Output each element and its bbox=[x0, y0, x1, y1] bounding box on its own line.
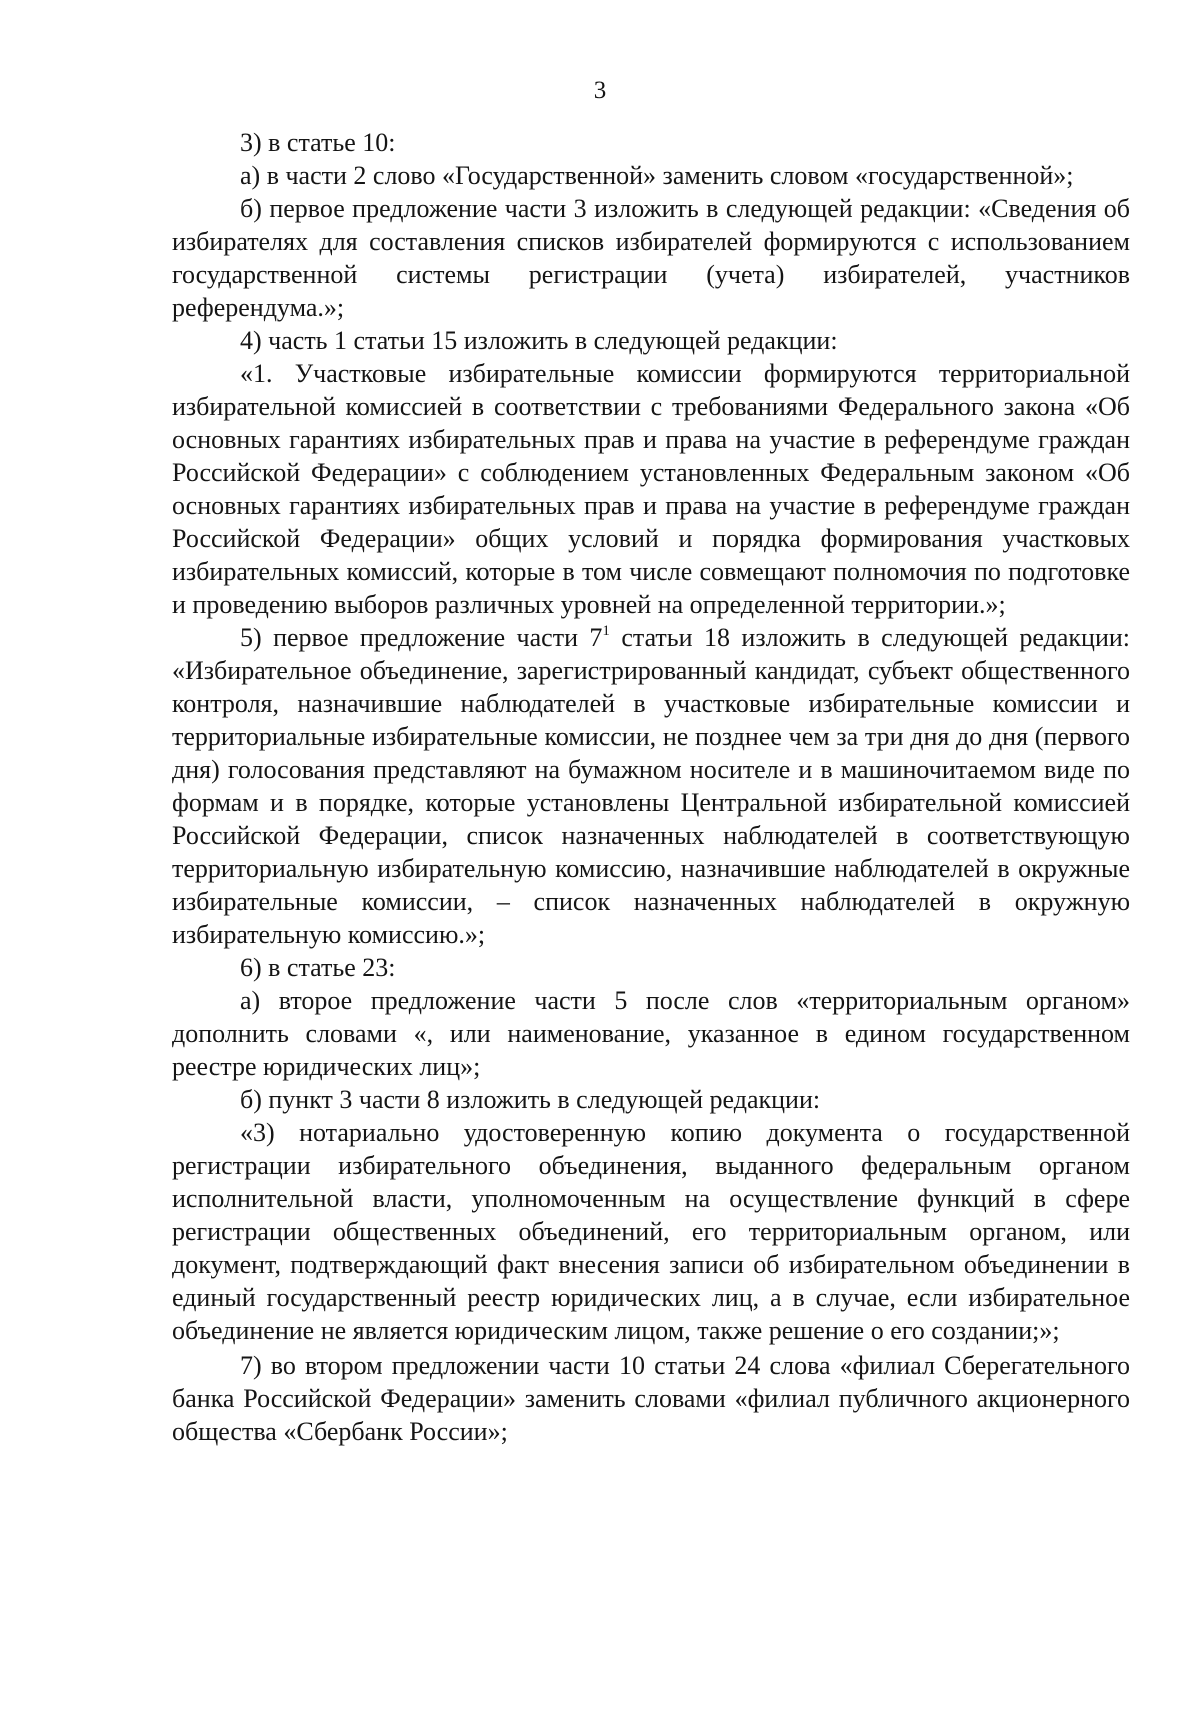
paragraph-23a: а) второе предложение части 5 после слов «территориальным органом» дополнить словами «, или наименование, указанное в едином государственном реестре юридических лиц»; bbox=[172, 986, 1130, 1081]
paragraph-item-5-start: 5) первое предложение части 7 bbox=[240, 623, 603, 652]
paragraph-23b: б) пункт 3 части 8 изложить в следующей редакции: bbox=[240, 1085, 821, 1114]
paragraph-10a: а) в части 2 слово «Государственной» заменить словом «государственной»; bbox=[240, 161, 1074, 190]
paragraph-23b-text: «3) нотариально удостоверенную копию документа о государственной регистрации избирательного объединения, выданного федеральным органом исполнительной власти, уполномоченным на осуществление функций в сфере регистрации общественных объединений, его территориальным органом, или документ, подтверждающий факт внесения записи об избирательном объединении в единый государственный реестр юридических лиц, а в случае, если избирательное объединение не является юридическим лицом, также решение о его создании;»; bbox=[172, 1118, 1130, 1345]
paragraph-item-7: 7) во втором предложении части 10 статьи 24 слова «филиал Сберегательного банка Российской Федерации» заменить словами «филиал публичного акционерного общества «Сбербанк России»; bbox=[172, 1351, 1130, 1446]
paragraph-article-15-text: «1. Участковые избирательные комиссии формируются территориальной избирательной комиссией в соответствии с требованиями Федерального закона «Об основных гарантиях избирательных прав и права на участие в референдуме граждан Российской Федерации» с соблюдением установленных Федеральным законом «Об основных гарантиях избирательных прав и права на участие в референдуме граждан Российской Федерации» общих условий и порядка формирования участковых избирательных комиссий, которые в том числе совмещают полномочия по подготовке и проведению выборов различных уровней на определенной территории.»; bbox=[172, 359, 1130, 619]
superscript-index: 1 bbox=[602, 623, 610, 639]
paragraph-10b: б) первое предложение части 3 изложить в следующей редакции: «Сведения об избирателях для составления списков избирателей формируются с использованием государственной системы регистрации (учета) избирателей, участников референдума.»; bbox=[172, 194, 1130, 322]
paragraph-article-10: 3) в статье 10: bbox=[240, 128, 396, 157]
paragraph-item-5-rest: статьи 18 изложить в следующей редакции: «Избирательное объединение, зарегистрированный кандидат, субъект общественного контроля, назначившие наблюдателей в участковые избирательные комиссии и территориальные избирательные комиссии, не позднее чем за три дня до дня (первого дня) голосования представляют на бумажном носителе и в машиночитаемом виде по формам и в порядке, которые установлены Центральной избирательной комиссией Российской Федерации, список назначенных наблюдателей в соответствующую территориальную избирательную комиссию, назначившие наблюдателей в окружные избирательные комиссии, – список назначенных наблюдателей в окружную избирательную комиссию.»; bbox=[172, 623, 1130, 949]
document-body bbox=[172, 126, 1130, 1448]
paragraph-item-4: 4) часть 1 статьи 15 изложить в следующей редакции: bbox=[240, 326, 838, 355]
paragraph-article-23: 6) в статье 23: bbox=[240, 953, 396, 982]
paragraph-item-5 bbox=[172, 621, 1130, 951]
page-number: 3 bbox=[593, 77, 607, 104]
